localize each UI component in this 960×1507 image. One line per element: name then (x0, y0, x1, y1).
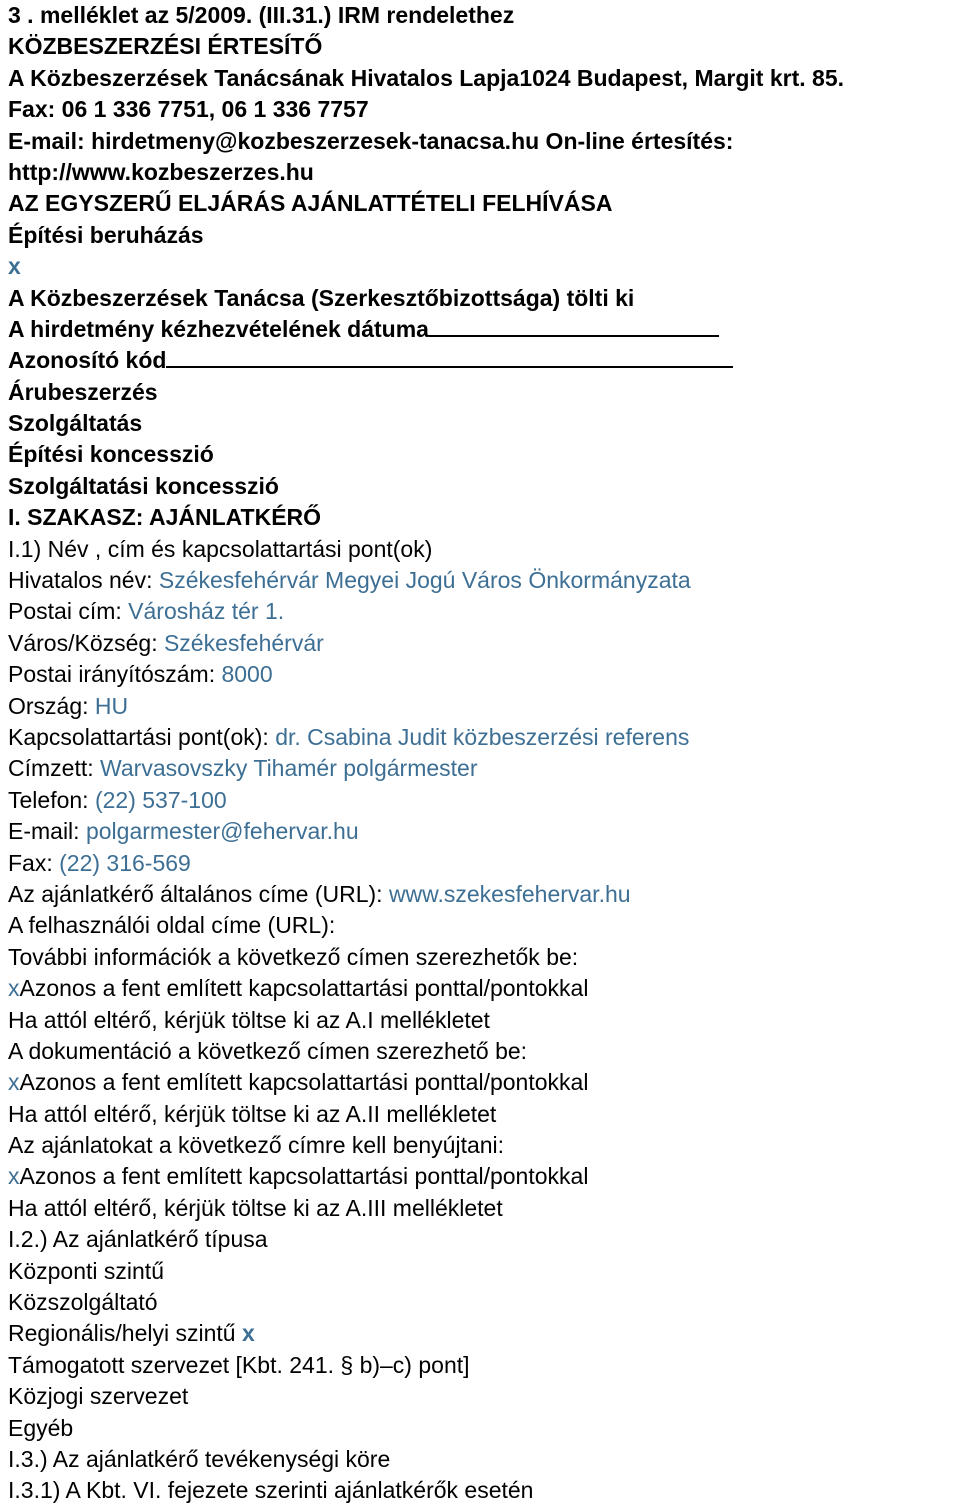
type-works-mark: x (8, 253, 21, 280)
city-label: Város/Község: (8, 629, 164, 656)
fax-row (8, 848, 960, 879)
documentation-same-label: Azonos a fent említett kapcsolattartási ponttal/pontokkal (19, 1069, 589, 1096)
buyer-profile-url-row: A felhasználói oldal címe (URL): (8, 912, 336, 939)
postal-address-label: Postai cím: (8, 598, 129, 625)
annex-a1-note: Ha attól eltérő, kérjük töltse ki az A.I mellékletet (8, 1006, 490, 1033)
type-regional-mark: x (241, 1320, 255, 1347)
website-line: http://www.kozbeszerzes.hu (8, 158, 314, 185)
receipt-date-blank (429, 315, 719, 337)
id-code-row (8, 345, 960, 376)
section-1-3-1-heading: I.3.1) A Kbt. VI. fejezete szerinti ajánlatkérők esetén (8, 1477, 534, 1504)
country-label: Ország: (8, 692, 95, 719)
phone-value: (22) 537-100 (94, 786, 227, 813)
city-row (8, 628, 960, 659)
annex-a2-note: Ha attól eltérő, kérjük töltse ki az A.II mellékletet (8, 1100, 497, 1127)
submission-same-row (8, 1161, 960, 1192)
general-url-label: Az ajánlatkérő általános címe (URL): (8, 880, 389, 907)
type-public-service: Közszolgáltató (8, 1289, 158, 1316)
more-info-mark: x (8, 975, 20, 1002)
section-1-2-heading: I.2.) Az ajánlatkérő típusa (8, 1226, 268, 1253)
documentation-heading: A dokumentáció a következő címen szerezhető be: (8, 1037, 528, 1064)
type-services: Szolgáltatás (8, 410, 143, 437)
official-name-value: Székesfehérvár Megyei Jogú Város Önkormányzata (158, 567, 691, 594)
fax-value: (22) 316-569 (59, 849, 191, 876)
notice-title: AZ EGYSZERŰ ELJÁRÁS AJÁNLATTÉTELI FELHÍVÁSA (8, 190, 613, 217)
email-value: polgarmester@fehervar.hu (85, 818, 359, 845)
postal-code-row (8, 659, 960, 690)
bulletin-subtitle: A Közbeszerzések Tanácsának Hivatalos Lapja1024 Budapest, Margit krt. 85. (8, 64, 845, 91)
regulation-annex-line: 3 . melléklet az 5/2009. (III.31.) IRM rendelethez (8, 2, 515, 28)
submission-same-label: Azonos a fent említett kapcsolattartási ponttal/pontokkal (19, 1163, 589, 1190)
email-row (8, 816, 960, 847)
receipt-date-label: A hirdetmény kézhezvételének dátuma (8, 315, 429, 342)
phone-row (8, 785, 960, 816)
council-fill-heading: A Közbeszerzések Tanácsa (Szerkesztőbizottsága) tölti ki (8, 284, 635, 311)
postal-address-value: Városház tér 1. (128, 598, 285, 625)
general-url-value: www.szekesfehervar.hu (388, 880, 631, 907)
type-regional-label: Regionális/helyi szintű (8, 1320, 242, 1347)
official-name-label: Hivatalos név: (8, 567, 159, 594)
city-value: Székesfehérvár (163, 629, 324, 656)
fax-label: Fax: (8, 849, 60, 876)
email-label: E-mail: (8, 818, 86, 845)
fax-line: Fax: 06 1 336 7751, 06 1 336 7757 (8, 96, 369, 123)
contact-point-value: dr. Csabina Judit közbeszerzési referens (275, 723, 690, 750)
country-row (8, 691, 960, 722)
id-code-label: Azonosító kód (8, 347, 167, 374)
type-public-law: Közjogi szervezet (8, 1383, 189, 1410)
documentation-mark: x (8, 1069, 20, 1096)
type-regional-row (8, 1318, 960, 1349)
documentation-same-row (8, 1067, 960, 1098)
postal-code-value: 8000 (221, 661, 273, 688)
type-works: Építési beruházás (8, 221, 204, 248)
submission-heading: Az ajánlatokat a következő címre kell benyújtani: (8, 1132, 505, 1159)
contact-point-label: Kapcsolattartási pont(ok): (8, 723, 276, 750)
submission-mark: x (8, 1163, 20, 1190)
type-services-concession: Szolgáltatási koncesszió (8, 472, 279, 499)
more-info-same-row (8, 973, 960, 1004)
bulletin-title: KÖZBESZERZÉSI ÉRTESÍTŐ (8, 33, 323, 60)
email-line: E-mail: hirdetmeny@kozbeszerzesek-tanacsa.hu On-line értesítés: (8, 127, 734, 154)
section-1-heading: I. SZAKASZ: AJÁNLATKÉRŐ (8, 504, 322, 531)
type-supported: Támogatott szervezet [Kbt. 241. § b)–c) pont] (8, 1351, 470, 1378)
postal-code-label: Postai irányítószám: (8, 661, 222, 688)
phone-label: Telefon: (8, 786, 95, 813)
section-1-3-heading: I.3.) Az ajánlatkérő tevékenységi köre (8, 1445, 391, 1472)
type-works-concession: Építési koncesszió (8, 441, 214, 468)
country-value: HU (94, 692, 129, 719)
general-url-row (8, 879, 960, 910)
more-info-heading: További információk a következő címen szerezhetők be: (8, 943, 579, 970)
addressee-value: Warvasovszky Tihamér polgármester (100, 755, 478, 782)
type-central: Központi szintű (8, 1257, 164, 1284)
annex-a3-note: Ha attól eltérő, kérjük töltse ki az A.III mellékletet (8, 1194, 503, 1221)
receipt-date-row (8, 314, 960, 345)
addressee-label: Címzett: (8, 755, 101, 782)
addressee-row (8, 753, 960, 784)
more-info-same-label: Azonos a fent említett kapcsolattartási ponttal/pontokkal (19, 975, 589, 1002)
contact-point-row (8, 722, 960, 753)
postal-address-row (8, 596, 960, 627)
type-other: Egyéb (8, 1414, 74, 1441)
id-code-blank (166, 346, 733, 368)
official-name-row (8, 565, 960, 596)
type-supplies: Árubeszerzés (8, 378, 158, 405)
section-1-1-heading: I.1) Név , cím és kapcsolattartási pont(ok) (8, 535, 433, 562)
